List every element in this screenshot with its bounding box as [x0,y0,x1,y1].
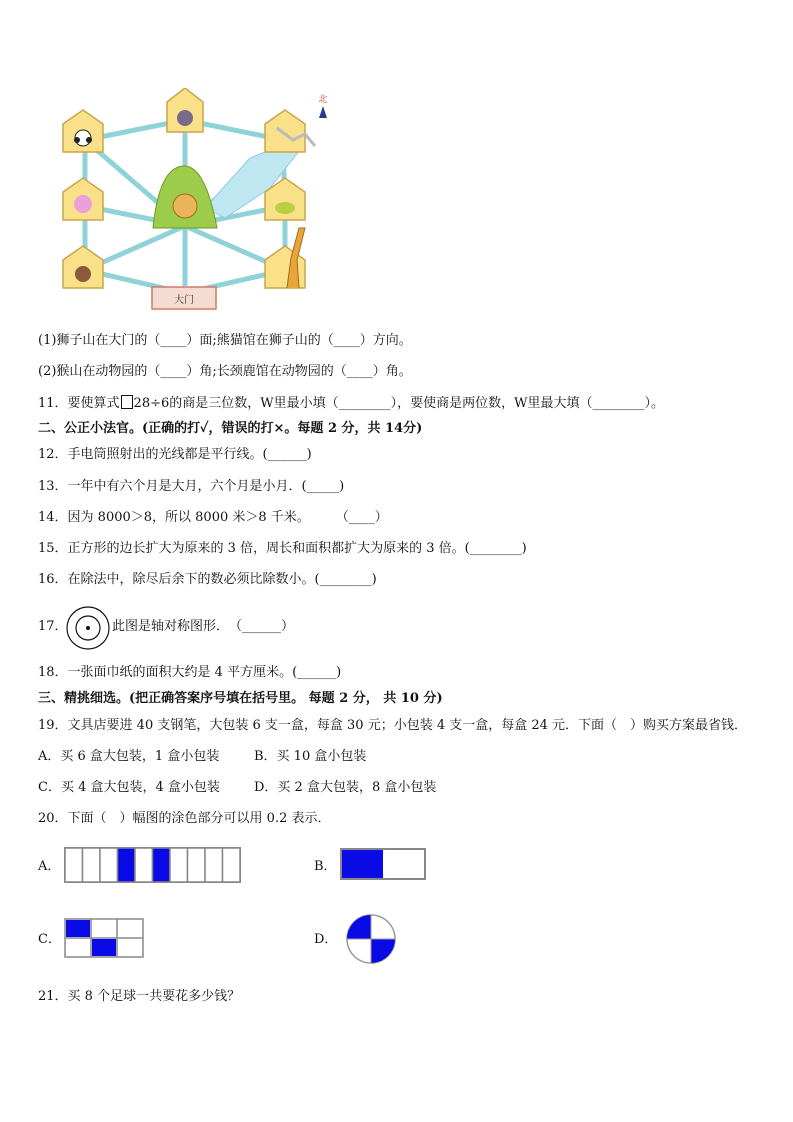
north-label: 北 [318,95,328,105]
q20-a-cell [100,848,118,882]
q11 [38,395,664,413]
q20-a-cell [118,848,136,882]
q20-a-cell [205,848,223,882]
q20-c-shaded-cell [66,920,90,937]
q20-a-cell [170,848,188,882]
q20-a-cell [188,848,206,882]
q19-option-b: B．买 10 盒小包装 [254,749,367,764]
blank-square-icon [121,395,133,409]
q17-number: 17． [38,619,68,634]
q20-figure-c [64,918,146,960]
q15: 15．正方形的边长扩大为原来的 3 倍，周长和面积都扩大为原来的 3 倍。(________) [38,541,527,556]
section3-title: 三、精挑细选。(把正确答案序号填在括号里。 每题 2 分， 共 10 分) [38,691,443,706]
q20-c-shaded-cell [92,939,116,956]
q20-label-b: B． [314,859,337,874]
q13: 13．一年中有六个月是大月，六个月是小月．(_____) [38,479,345,494]
concentric-circles-figure [64,604,112,652]
q20-a-cell [83,848,101,882]
north-arrow-icon [319,106,327,118]
q20-a-cell [153,848,171,882]
q20-a-cell [223,848,241,882]
q20-figure-b [340,848,430,882]
q20-stem: 20．下面（ ）幅图的涂色部分可以用 0.2 表示． [38,811,331,826]
q20-b-shaded [342,850,383,878]
q19-option-a: A．买 6 盒大包装，1 盒小包装 [38,749,220,764]
q19-stem: 19．文具店要进 40 支钢笔，大包装 6 支一盒，每盒 30 元；小包装 4 支一盒，每盒 24 元．下面（ ）购买方案最省钱． [38,718,748,733]
crane-house-icon [265,110,305,152]
q11-post: 28÷6的商是三位数，W里最小填（________），要使商是两位数，W里最大填（________）。 [133,396,664,411]
q12: 12．手电筒照射出的光线都是平行线。(______) [38,447,312,462]
q21: 21．买 8 个足球一共要花多少钱？ [38,989,241,1004]
fish-icon [275,202,295,214]
q20-a-cell [135,848,153,882]
q14: 14．因为 8000＞8，所以 8000 米＞8 千米。 （____） [38,510,388,525]
gorilla-icon [177,110,193,126]
q11-pre: 11．要使算式 [38,396,120,411]
elephant-icon [74,195,92,213]
section2-title: 二、公正小法官。(正确的打✓，错误的打×。每题 2 分，共 14分) [38,421,423,436]
gate-label: 大门 [174,295,194,306]
q20-label-c: C． [38,932,61,947]
q20-d-shaded-quarter [347,915,371,939]
q19-option-c: C．买 4 盒大包装，4 盒小包装 [38,780,220,795]
q16: 16．在除法中，除尽后余下的数必须比除数小。(________) [38,572,377,587]
lion-icon [173,194,197,218]
monkey-icon [75,266,91,282]
zoo-map-figure [55,88,335,316]
q20-figure-a [64,846,244,884]
q10-part2: (2)猴山在动物园的（____）角;长颈鹿馆在动物园的（____）角。 [38,364,412,379]
q17-text: 此图是轴对称图形． （______） [112,619,295,634]
q19-option-d: D．买 2 盒大包装，8 盒小包装 [254,780,437,795]
q10-part1: (1)狮子山在大门的（____）面;熊猫馆在狮子山的（____）方向。 [38,333,412,348]
q20-a-cell [65,848,83,882]
q20-label-d: D． [314,932,338,947]
q20-d-shaded-quarter [371,939,395,963]
q20-figure-d [344,910,398,968]
q18: 18．一张面巾纸的面积大约是 4 平方厘米。(______) [38,665,342,680]
q20-label-a: A． [38,859,61,874]
